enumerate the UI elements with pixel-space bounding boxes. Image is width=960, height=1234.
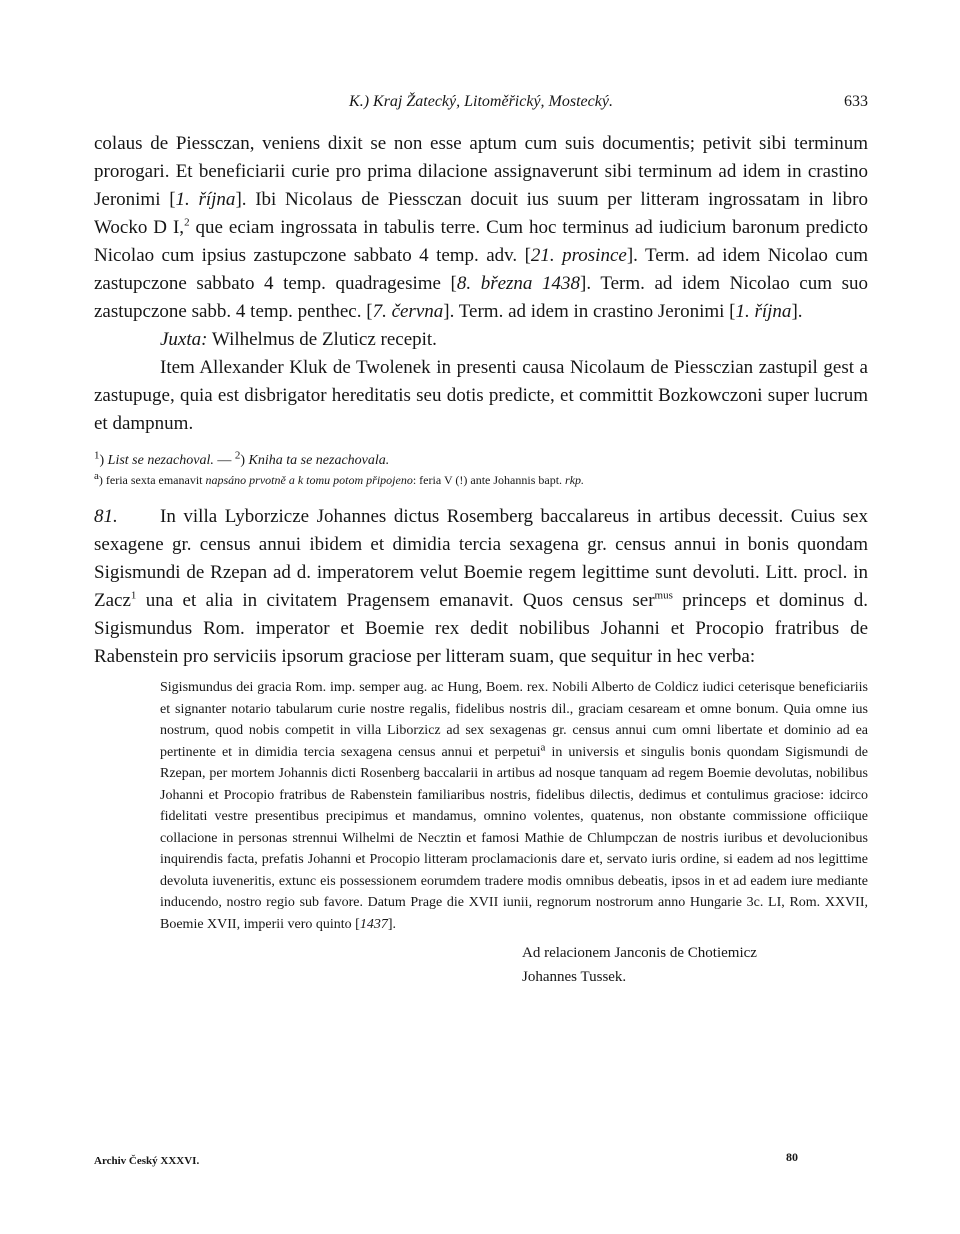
- paragraph-continuation: [94, 130, 868, 326]
- signature-block: [522, 941, 868, 989]
- text-run: ].: [791, 301, 803, 322]
- footnote-2: Kniha ta se nezachovala.: [248, 453, 390, 468]
- signature-line: Ad relacionem Janconis de Chotiemicz: [522, 945, 757, 961]
- juxta-line: [94, 326, 868, 354]
- footnote-ref: 1: [130, 589, 137, 602]
- footnote-separator: —: [213, 453, 235, 468]
- footnote-mark: 1: [94, 449, 100, 462]
- date-gloss: 1437: [359, 916, 388, 932]
- footnote-mark: 2: [234, 449, 241, 462]
- date-gloss: 1. října: [735, 301, 792, 322]
- date-gloss: 21. prosince: [530, 245, 627, 266]
- footnote-ref: 2: [184, 216, 190, 229]
- text-run: in universis et singulis bonis quondam Sigismundi de Rzepan, per mortem Johannis dicti Rosenberg baccalarii in artibus ad nosque tanquam ad regem Boemie devolutas, nobilibus Johanni et Procopio fratribus de Rabenstein familiaribus nostris, fidelibus dilectis, dedimus et contulimus graciose: idcirco fidelitati vestre presentibus precipimus et mandamus, omnino volentes, quatenus, non obstante commissione officiique collacione in personas strennui Wilhelmi de Necztin et famosi Mathie de Chlumpczan de nostris iuribus et devolucionibus inquirendis facta, prefatis Johanni et Procopio litteram proclamacionis dare et, servato iuris ordine, si eadem ad nos legittime devoluta iuveneritis, extunc eis possessionem eorumdem tradere modis omnibus debeatis, ipsos in et ad eadem iure mediante inducendo, nostro regio sub favore. Datum Prage die XVII iunii, regnorum nostrorum anno Hungarie 3c. LI, Rom. XXVII, Boemie XVII, imperii vero quinto [: [160, 744, 869, 932]
- signature-line: Johannes Tussek.: [522, 969, 627, 985]
- text-run: que eciam ingrossata in tabulis terre. Cum hoc terminus ad iudicium baronum predicto Nicolao cum ipsius zastupczone sabbato 4 temp. adv. [: [94, 217, 868, 266]
- text-run: In villa Lyborzicze Johannes dictus Rosemberg baccalareus in artibus decessit. Cuius sex sexagene gr. census annui ibidem et dimidia tercia sexagena gr. census annui in bonis quondam Sigismundi de Rzepan ad d. imperatorem velut Boemie regem legittime sunt devoluti. Litt. procl. in Zacz: [94, 506, 868, 611]
- running-title: K.) Kraj Žatecký, Litoměřický, Mostecký.: [349, 93, 613, 110]
- text-run: princeps et dominus d. Sigismundus Rom. imperator et Boemie rex dedit nobilibus Johanni et Procopio fratribus de Rabenstein pro serviciis ipsorum graciose per litteram suam, que sequitur in hec verba:: [94, 590, 869, 667]
- page-number: 633: [844, 93, 868, 110]
- footnote-1: List se nezachoval.: [107, 453, 214, 468]
- text-run: ].: [387, 916, 397, 932]
- juxta-text: Wilhelmus de Zluticz recepit.: [207, 329, 437, 350]
- footer-signature: 80: [786, 1150, 798, 1164]
- text-run: colaus de Piessczan, veniens dixit se non esse aptum cum suis documentis; petivit sibi terminum prorogari. Et beneficiarii curie pro prima dilacione assignaverunt sibi terminum ad idem in crastino Jeronimi [: [94, 133, 868, 210]
- page-footer: [94, 1150, 868, 1172]
- paragraph-zastupce: Item Allexander Kluk de Twolenek in presenti causa Nicolaum de Piessczian zastupil gest a zastupuge, quia est disbrigator hereditatis seu dotis predicte, et committit Bozkowczoni super lucrum et dampnum.: [94, 357, 868, 434]
- footnotes-line: $^1$) List se nezachoval. — $^2$) Kniha ta se nezachovala.: [94, 449, 390, 468]
- text-run: rkp.: [565, 473, 585, 487]
- running-header: [94, 90, 868, 114]
- entry-number: 81.: [94, 506, 118, 527]
- footer-volume: Archiv Český XXXVI.: [94, 1155, 200, 1167]
- text-run: ]. Term. ad idem Nicolao cum zastupczone sabbato 4 temp. quadragesime [: [94, 245, 868, 294]
- footnote-ref: a: [540, 740, 546, 753]
- text-run: ]. Term. ad idem in crastino Jeronimi [: [443, 301, 736, 322]
- text-run: ]. Term. ad idem Nicolao cum suo zastupczone sabb. 4 temp. penthec. [: [94, 273, 868, 322]
- text-run: Sigismundus dei gracia Rom. imp. semper aug. ac Hung, Boem. rex. Nobili Alberto de Coldicz iudici ceterisque beneficiariis et signanter notario tabularum curie nostre regalis, fidelibus nostris dil., graciam cesaream et omne bonum. Quia omne ius nostrum, quod nobis competit in villa Liborzicz ad sex sexagenas gr. census annui cum omni libertate et dominio ad ea pertinente et in dimidia tercia sexagena census annui et perpetui: [160, 680, 868, 760]
- text-run: feria sexta emanavit: [102, 473, 206, 487]
- page-body: [94, 130, 868, 989]
- text-run: : feria V (!) ante Johannis bapt.: [412, 473, 566, 487]
- date-gloss: 8. března 1438: [456, 273, 581, 294]
- spacer: [94, 489, 868, 503]
- entry-81: [94, 503, 868, 671]
- juxta-label: Juxta:: [160, 329, 208, 350]
- text-run: una et alia in civitatem Pragensem emanavit. Quos census ser: [136, 590, 655, 611]
- footnote-a: $^a$) feria sexta emanavit napsáno prvotně a k tomu potom připojeno: feria V (!) ante Johannis bapt. rkp.: [94, 470, 585, 487]
- abbrev-sup: mus: [654, 589, 673, 602]
- text-run: ]. Ibi Nicolaus de Piessczan docuit ius suum per litteram ingrossatam in libro Wocko D I,: [94, 189, 869, 238]
- charter-text: [160, 677, 868, 935]
- date-gloss: 7. června: [372, 301, 444, 322]
- footnote-mark: a: [94, 470, 99, 482]
- date-gloss: 1. října: [175, 189, 236, 210]
- text-run: napsáno prvotně a k tomu potom připojeno: [205, 473, 413, 487]
